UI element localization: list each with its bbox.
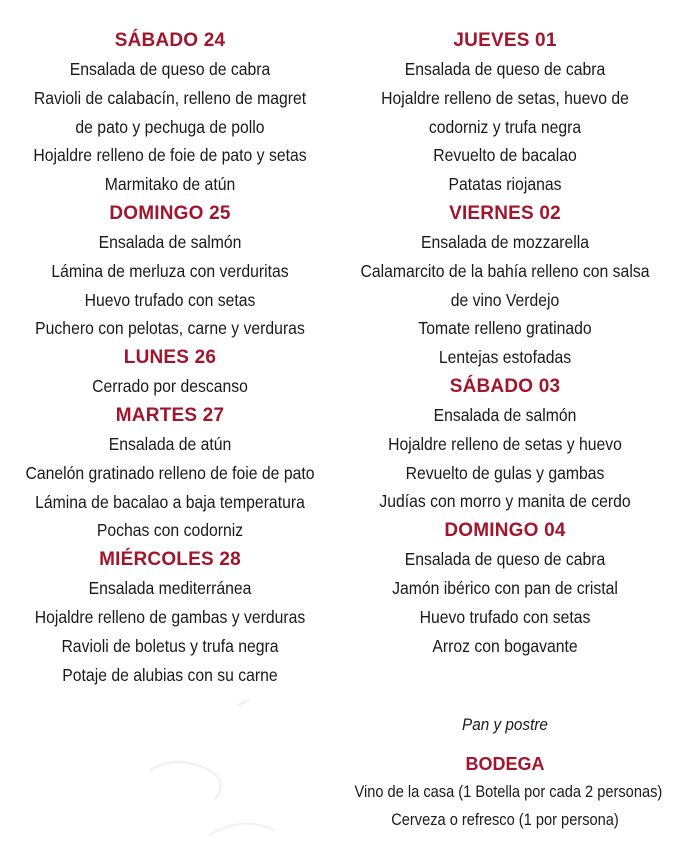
day-block-martes-27 bbox=[0, 401, 340, 545]
dish-item: Ensalada de queso de cabra bbox=[404, 59, 606, 79]
day-block-sabado-03 bbox=[338, 372, 672, 516]
day-block-miercoles-28 bbox=[0, 545, 340, 689]
dish-item: Hojaldre relleno de setas, huevo de bbox=[381, 87, 629, 108]
dish-item: Hojaldre relleno de setas y huevo bbox=[388, 433, 622, 454]
dish-item: Revuelto de gulas y gambas bbox=[405, 462, 605, 483]
day-title: SÁBADO 03 bbox=[449, 375, 561, 397]
dish-item: Puchero con pelotas, carne y verduras bbox=[35, 318, 305, 339]
dish-item: Potaje de alubias con su carne bbox=[62, 664, 278, 685]
dish-item: Judías con morro y manita de cerdo bbox=[379, 491, 631, 512]
dish-item: Tomate relleno gratinado bbox=[418, 318, 592, 339]
left-menu-column bbox=[0, 26, 340, 689]
dish-item: Ravioli de calabacín, relleno de magret bbox=[33, 87, 307, 108]
dish-item: Jamón ibérico con pan de cristal bbox=[392, 577, 618, 598]
day-title: VIERNES 02 bbox=[449, 202, 561, 224]
dish-item: Ensalada de salmón bbox=[98, 231, 242, 252]
dish-item: de pato y pechuga de pollo bbox=[75, 116, 265, 137]
dish-item: Pochas con codorniz bbox=[96, 520, 244, 541]
dish-item: Ensalada de atún bbox=[108, 433, 232, 454]
dish-item: Arroz con bogavante bbox=[432, 635, 578, 656]
day-title: MARTES 27 bbox=[115, 404, 225, 426]
bodega-item: Vino de la casa (1 Botella por cada 2 personas) bbox=[354, 782, 663, 801]
dish-item: Ravioli de boletus y trufa negra bbox=[61, 635, 279, 656]
day-title: SÁBADO 24 bbox=[114, 30, 226, 51]
dish-item: Ensalada de queso de cabra bbox=[69, 59, 271, 79]
dish-item: Ensalada de queso de cabra bbox=[404, 549, 606, 570]
day-block-lunes-26 bbox=[0, 343, 340, 401]
day-title: JUEVES 01 bbox=[453, 30, 557, 51]
dish-item: Patatas riojanas bbox=[448, 174, 562, 195]
dish-item: Revuelto de bacalao bbox=[433, 145, 577, 166]
dish-item: Huevo trufado con setas bbox=[419, 606, 591, 627]
dish-item: de vino Verdejo bbox=[450, 289, 560, 310]
day-title: DOMINGO 04 bbox=[444, 520, 566, 542]
dish-item: Ensalada de salmón bbox=[433, 404, 577, 425]
pan-y-postre-note: Pan y postre bbox=[462, 715, 548, 734]
day-block-domingo-25 bbox=[0, 199, 340, 343]
dish-item: Huevo trufado con setas bbox=[84, 289, 256, 310]
day-block-domingo-04 bbox=[338, 516, 672, 660]
dish-item: Canelón gratinado relleno de foie de pato bbox=[25, 462, 315, 483]
bodega-item: Cerveza o refresco (1 por persona) bbox=[391, 810, 619, 829]
day-title: MIÉRCOLES 28 bbox=[99, 549, 241, 571]
dish-item: Lámina de bacalao a baja temperatura bbox=[35, 491, 305, 512]
dish-item: Calamarcito de la bahía relleno con salsa bbox=[360, 260, 650, 281]
day-block-jueves-01 bbox=[338, 26, 672, 199]
day-block-sabado-24 bbox=[0, 26, 340, 199]
dish-item: Lentejas estofadas bbox=[438, 347, 572, 368]
bodega-title: BODEGA bbox=[465, 754, 545, 774]
dish-item: Hojaldre relleno de foie de pato y setas bbox=[33, 145, 307, 166]
dish-item: Marmitako de atún bbox=[104, 174, 236, 195]
dish-item: Ensalada de mozzarella bbox=[420, 231, 590, 252]
dish-item: Hojaldre relleno de gambas y verduras bbox=[34, 606, 306, 627]
dish-item: codorniz y trufa negra bbox=[428, 116, 582, 137]
bodega-section bbox=[330, 750, 680, 834]
dish-item: Lámina de merluza con verduritas bbox=[51, 260, 289, 281]
day-block-viernes-02 bbox=[338, 199, 672, 372]
dish-item: Ensalada mediterránea bbox=[88, 578, 252, 599]
right-menu-column bbox=[338, 26, 672, 660]
day-title: DOMINGO 25 bbox=[109, 202, 231, 224]
dish-item: Cerrado por descanso bbox=[92, 376, 248, 397]
day-title: LUNES 26 bbox=[123, 347, 217, 369]
